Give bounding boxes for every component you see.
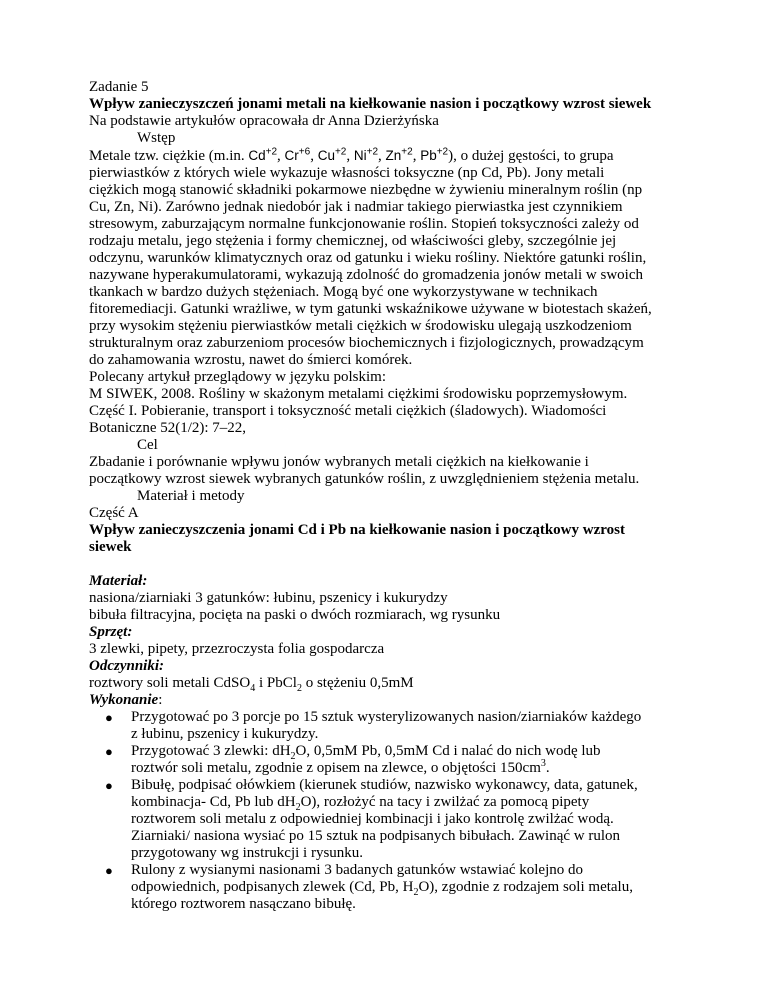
bullet-icon: ● bbox=[105, 744, 113, 759]
ion-cr: $Cr^{+6}$ bbox=[284, 146, 311, 163]
material-line: nasiona/ziarniaki 3 gatunków: łubinu, pszenicy i kukurydzy bbox=[89, 590, 448, 606]
part-title-line: Wpływ zanieczyszczenia jonami Cd i Pb na kiełkowanie nasion i początkowy wzrost bbox=[89, 522, 625, 538]
part-title-line: siewek bbox=[89, 539, 132, 555]
intro-line: Cu, Zn, Ni). Zarówno jednak niedobór jak i nadmiar takiego pierwiastka jest czynnikiem bbox=[89, 199, 623, 215]
intro-paragraph bbox=[89, 147, 689, 369]
ion-ni: $Ni^{+2}$ bbox=[353, 146, 379, 163]
heading-metody: Materiał i metody bbox=[137, 488, 245, 504]
material-line: bibuła filtracyjna, pocięta na paski o dwóch rozmiarach, wg rysunku bbox=[89, 607, 501, 623]
bullet-icon: ● bbox=[105, 710, 113, 725]
part-label: Część A bbox=[89, 505, 139, 521]
article-line: Część I. Pobieranie, transport i toksyczność metali ciężkich (śladowych). Wiadomości bbox=[89, 403, 607, 419]
document-content bbox=[89, 79, 689, 913]
sprzet-label: Sprzęt: bbox=[89, 624, 133, 640]
cel-line: początkowy wzrost siewek wybranych gatunków roślin, z uwzględnieniem stężenia metalu. bbox=[89, 471, 640, 487]
intro-line: przy wysokim stężeniu pierwiastków metali ciężkich w środowisku ulegają uszkodzeniom bbox=[89, 318, 632, 334]
odczynniki-text: roztwory soli metali CdSO$_4$ i PbCl$_2$ o stężeniu 0,5mM bbox=[89, 675, 414, 694]
article-line: Polecany artykuł przeglądowy w języku polskim: bbox=[89, 369, 387, 385]
intro-line: strukturalnym oraz zaburzeniom procesów biochemicznych i fizjologicznych, prowadzącym bbox=[89, 335, 644, 351]
heading-cel: Cel bbox=[137, 437, 158, 453]
bullet-icon: ● bbox=[105, 778, 113, 793]
list-item: ● Przygotować 3 zlewki: $dH_2O$, 0,5mM Pb, 0,5mM Cd i nalać do nich wodę lub roztwór soli metalu, zgodnie z opisem na zlewce, o objętości $150cm^3$. bbox=[105, 743, 601, 776]
intro-line: odczynu, warunków klimatycznych oraz od gatunku i wieku rośliny. Niektóre gatunki roślin, bbox=[89, 250, 647, 266]
intro-line: rodzaju metalu, jego stężenia i formy chemicznej, od właściwości gleby, szczególnie jej bbox=[89, 233, 617, 249]
intro-line: pierwiastków z których wiele wykazuje własności toksyczne (np Cd, Pb). Jony metali bbox=[89, 165, 605, 181]
article-reference bbox=[89, 369, 689, 437]
intro-line: stresowym, zaburzającym normalne funkcjonowanie roślin. Stopień toksyczności zależy od bbox=[89, 216, 639, 232]
ion-cu: $Cu^{+2}$ bbox=[317, 146, 347, 163]
intro-first-line: Metale tzw. ciężkie (m.in. $Cd^{+2}$, $Cr^{+6}$, $Cu^{+2}$, $Ni^{+2}$, $Zn^{+2}$, $Pb^{+2}$), o dużej gęstości, to grupa bbox=[89, 146, 614, 164]
task-number: Zadanie 5 bbox=[89, 79, 149, 95]
steps-list bbox=[89, 709, 689, 913]
document-title: Wpływ zanieczyszczeń jonami metali na kiełkowanie nasion i początkowy wzrost siewek bbox=[89, 96, 652, 112]
list-item: ● Bibułę, podpisać ołówkiem (kierunek studiów, nazwisko wykonawcy, data, gatunek, kombinacja- Cd, Pb lub $dH_2O$), rozłożyć na tacy i zwilżać za pomocą pipety roztworem soli metalu z odpowiedniej kombinacji i jako kontrolę zwilżać wodą. Ziarniaki/ nasiona wysiać po 15 sztuk na podpisanych bibułach. Zawinąć w rulon przygotowany wg instrukcji i rysunku. bbox=[105, 777, 638, 861]
ion-cd: $Cd^{+2}$ bbox=[248, 146, 278, 163]
cel-line: Zbadanie i porównanie wpływu jonów wybranych metali ciężkich na kiełkowanie i bbox=[89, 454, 589, 470]
heading-wstep: Wstęp bbox=[137, 130, 176, 146]
ion-pb: $Pb^{+2}$ bbox=[420, 146, 449, 163]
intro-line: tkankach w bardzo dużych stężeniach. Mogą być one wykorzystywane w technikach bbox=[89, 284, 598, 300]
spacer bbox=[89, 556, 689, 573]
intro-line: do zahamowania wzrostu, nawet do śmierci komórek. bbox=[89, 352, 413, 368]
list-item: ● Przygotować po 3 porcje po 15 sztuk wysterylizowanych nasion/ziarniaków każdego z łubinu, pszenicy i kukurydzy. bbox=[105, 709, 642, 742]
list-item: ● Rulony z wysianymi nasionami 3 badanych gatunków wstawiać kolejno do odpowiednich, podpisanych zlewek (Cd, Pb, $H_2O$), zgodnie z rodzajem soli metalu, którego roztworem nasączano bibułę. bbox=[105, 862, 633, 912]
intro-line: fitoremediacji. Gatunki wrażliwe, w tym gatunki wskaźnikowe używane w biotestach skażeń, bbox=[89, 301, 652, 317]
wykonanie-label: Wykonanie: bbox=[89, 692, 163, 708]
author-line: Na podstawie artykułów opracowała dr Anna Dzierżyńska bbox=[89, 113, 439, 129]
article-line: Botaniczne 52(1/2): 7–22, bbox=[89, 420, 247, 436]
odczynniki-label: Odczynniki: bbox=[89, 658, 164, 674]
article-line: M SIWEK, 2008. Rośliny w skażonym metalami ciężkimi środowisku poprzemysłowym. bbox=[89, 386, 628, 402]
ion-zn: $Zn^{+2}$ bbox=[385, 146, 413, 163]
material-label: Materiał: bbox=[89, 573, 148, 589]
intro-line: ciężkich mogą stanowić składniki pokarmowe niezbędne w żywieniu mineralnym roślin (np bbox=[89, 182, 643, 198]
sprzet-text: 3 zlewki, pipety, przezroczysta folia gospodarcza bbox=[89, 641, 385, 657]
bullet-icon: ● bbox=[105, 863, 113, 878]
intro-line: nazywane hyperakumulatorami, wykazują zdolność do gromadzenia jonów metali w swoich bbox=[89, 267, 643, 283]
